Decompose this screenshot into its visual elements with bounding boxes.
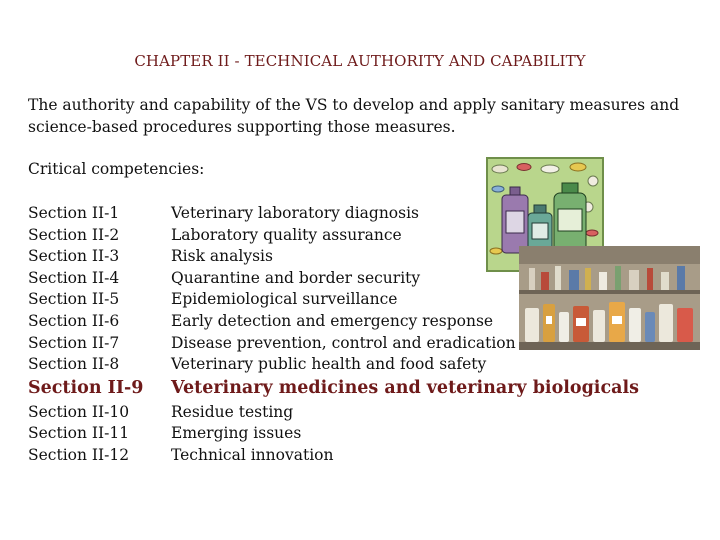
section-description: Technical innovation — [171, 445, 334, 464]
section-description: Veterinary public health and food safety — [171, 355, 487, 374]
section-id: Section II-12 — [28, 445, 130, 464]
section-description: Disease prevention, control and eradication — [171, 333, 516, 352]
pharmacy-shelf-photo — [519, 246, 700, 350]
intro-paragraph: The authority and capability of the VS to develop and apply sanitary measures and science-based procedures supporting those measures. — [28, 96, 680, 136]
section-description: Veterinary laboratory diagnosis — [171, 204, 420, 222]
section-id: Section II-9 — [28, 377, 144, 398]
section-description: Veterinary medicines and veterinary biologicals — [171, 377, 639, 398]
section-description: Laboratory quality assurance — [171, 225, 402, 244]
critical-competencies-label: Critical competencies: — [28, 160, 205, 178]
section-description: Epidemiological surveillance — [171, 290, 398, 309]
chapter-title: CHAPTER II - TECHNICAL AUTHORITY AND CAPABILITY — [134, 52, 586, 70]
section-id: Section II-2 — [28, 225, 120, 244]
section-id: Section II-8 — [28, 355, 120, 374]
section-id: Section II-6 — [28, 311, 120, 330]
section-id: Section II-5 — [28, 290, 120, 309]
section-description: Early detection and emergency response — [171, 311, 494, 330]
section-id: Section II-10 — [28, 402, 130, 421]
section-id: Section II-3 — [28, 247, 120, 266]
section-description: Quarantine and border security — [171, 268, 421, 287]
section-description: Risk analysis — [171, 247, 273, 266]
section-description: Residue testing — [171, 402, 294, 421]
section-id: Section II-4 — [28, 268, 120, 287]
section-description: Emerging issues — [171, 424, 302, 443]
section-id: Section II-7 — [28, 333, 120, 352]
section-id: Section II-1 — [28, 204, 120, 222]
section-id: Section II-11 — [28, 424, 130, 443]
